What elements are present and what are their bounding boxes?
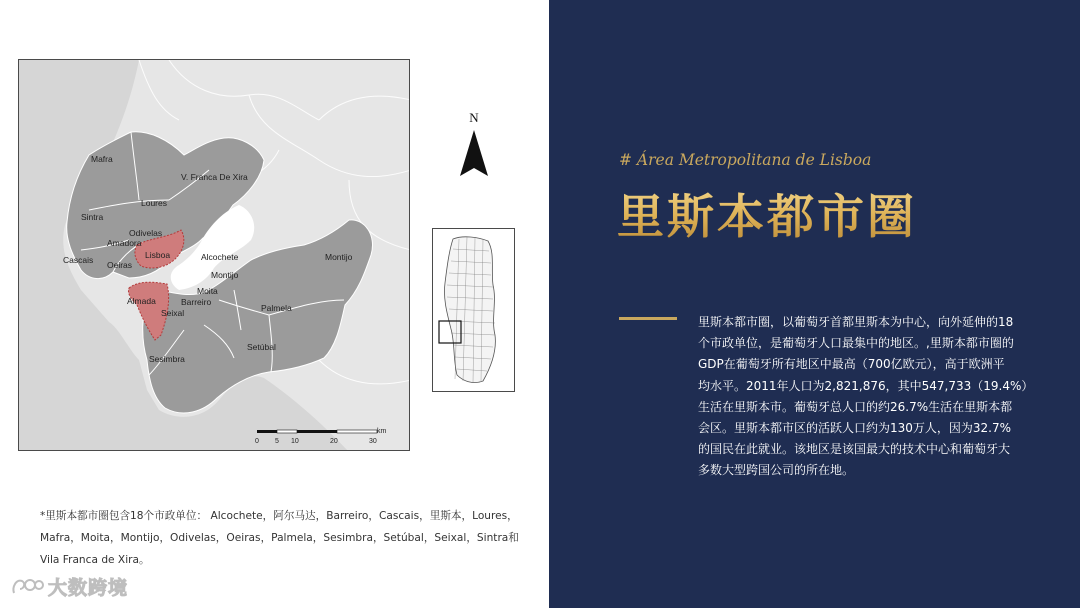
label-mafra: Mafra [91, 154, 113, 164]
body-line: 个市政单位，是葡萄牙人口最集中的地区。,里斯本都市圈的 [698, 336, 1014, 351]
label-amadora: Amadora [107, 238, 142, 248]
label-lisboa: Lisboa [145, 250, 171, 260]
scale-tick-20: 20 [330, 438, 338, 445]
label-oeiras: Oeiras [107, 260, 133, 270]
label-sesimbra: Sesimbra [149, 354, 185, 364]
footnote-line-3: Vila Franca de Xira。 [40, 554, 150, 566]
body-line: GDP在葡萄牙所有地区中最高（700亿欧元），高于欧洲平 [698, 357, 1005, 372]
label-palmela: Palmela [261, 303, 292, 313]
label-moita: Moita [197, 286, 218, 296]
footnote [40, 505, 530, 571]
label-almada: Almada [127, 296, 156, 306]
panel-body [698, 312, 1033, 482]
panel-subtitle: # Área Metropolitana de Lisboa [619, 151, 872, 169]
footnote-line-2: Mafra，Moita，Montijo，Odivelas，Oeiras，Palmela，Sesimbra，Setúbal，Seixal，Sintra和 [40, 532, 519, 544]
body-line: 多数大型跨国公司的所在地。 [698, 463, 855, 478]
info-panel [549, 0, 1080, 608]
north-arrow-icon [458, 128, 490, 178]
label-sintra: Sintra [81, 212, 104, 222]
watermark [10, 573, 128, 600]
body-line: 生活在里斯本市。葡萄牙总人口的约26.7%生活在里斯本都 [698, 399, 1013, 414]
north-arrow [456, 110, 492, 180]
north-label: N [469, 110, 479, 125]
scale-tick-10: 10 [291, 438, 299, 445]
label-setubal: Setúbal [247, 342, 276, 352]
scale-unit: km [377, 428, 387, 435]
gold-divider [619, 317, 677, 320]
scale-tick-0: 0 [255, 438, 259, 445]
label-seixal: Seixal [161, 308, 185, 318]
body-line: 会区。里斯本都市区的活跃人口约为130万人，因为32.7% [698, 421, 1012, 436]
watermark-text: 大数跨境 [48, 577, 129, 599]
scale-tick-5: 5 [275, 438, 279, 445]
label-alcochete: Alcochete [201, 252, 239, 262]
footnote-line-1: *里斯本都市圈包含18个市政单位： Alcochete，阿尔马达，Barreiro，Cascais，里斯本，Loures， [40, 510, 518, 522]
watermark-logo-icon [10, 575, 44, 599]
panel-title: 里斯本都市圈 [617, 180, 917, 247]
scale-tick-30: 30 [369, 438, 377, 445]
label-cascais: Cascais [63, 255, 94, 265]
label-montijo: Montijo [211, 270, 239, 280]
portugal-inset-map [432, 228, 515, 392]
label-barreiro: Barreiro [181, 297, 212, 307]
body-line: 均水平。2011年人口为2,821,876，其中547,733（19.4%） [698, 378, 1034, 393]
lisbon-metro-map [18, 59, 410, 451]
label-vfxira: V. Franca De Xira [181, 172, 248, 182]
label-loures: Loures [141, 198, 167, 208]
body-line: 的国民在此就业。该地区是该国最大的技术中心和葡萄牙大 [698, 442, 1011, 457]
label-montijo-east: Montijo [325, 252, 353, 262]
label-odivelas: Odivelas [129, 228, 163, 238]
body-line: 里斯本都市圈，以葡萄牙首都里斯本为中心，向外延伸的18 [698, 315, 1014, 329]
